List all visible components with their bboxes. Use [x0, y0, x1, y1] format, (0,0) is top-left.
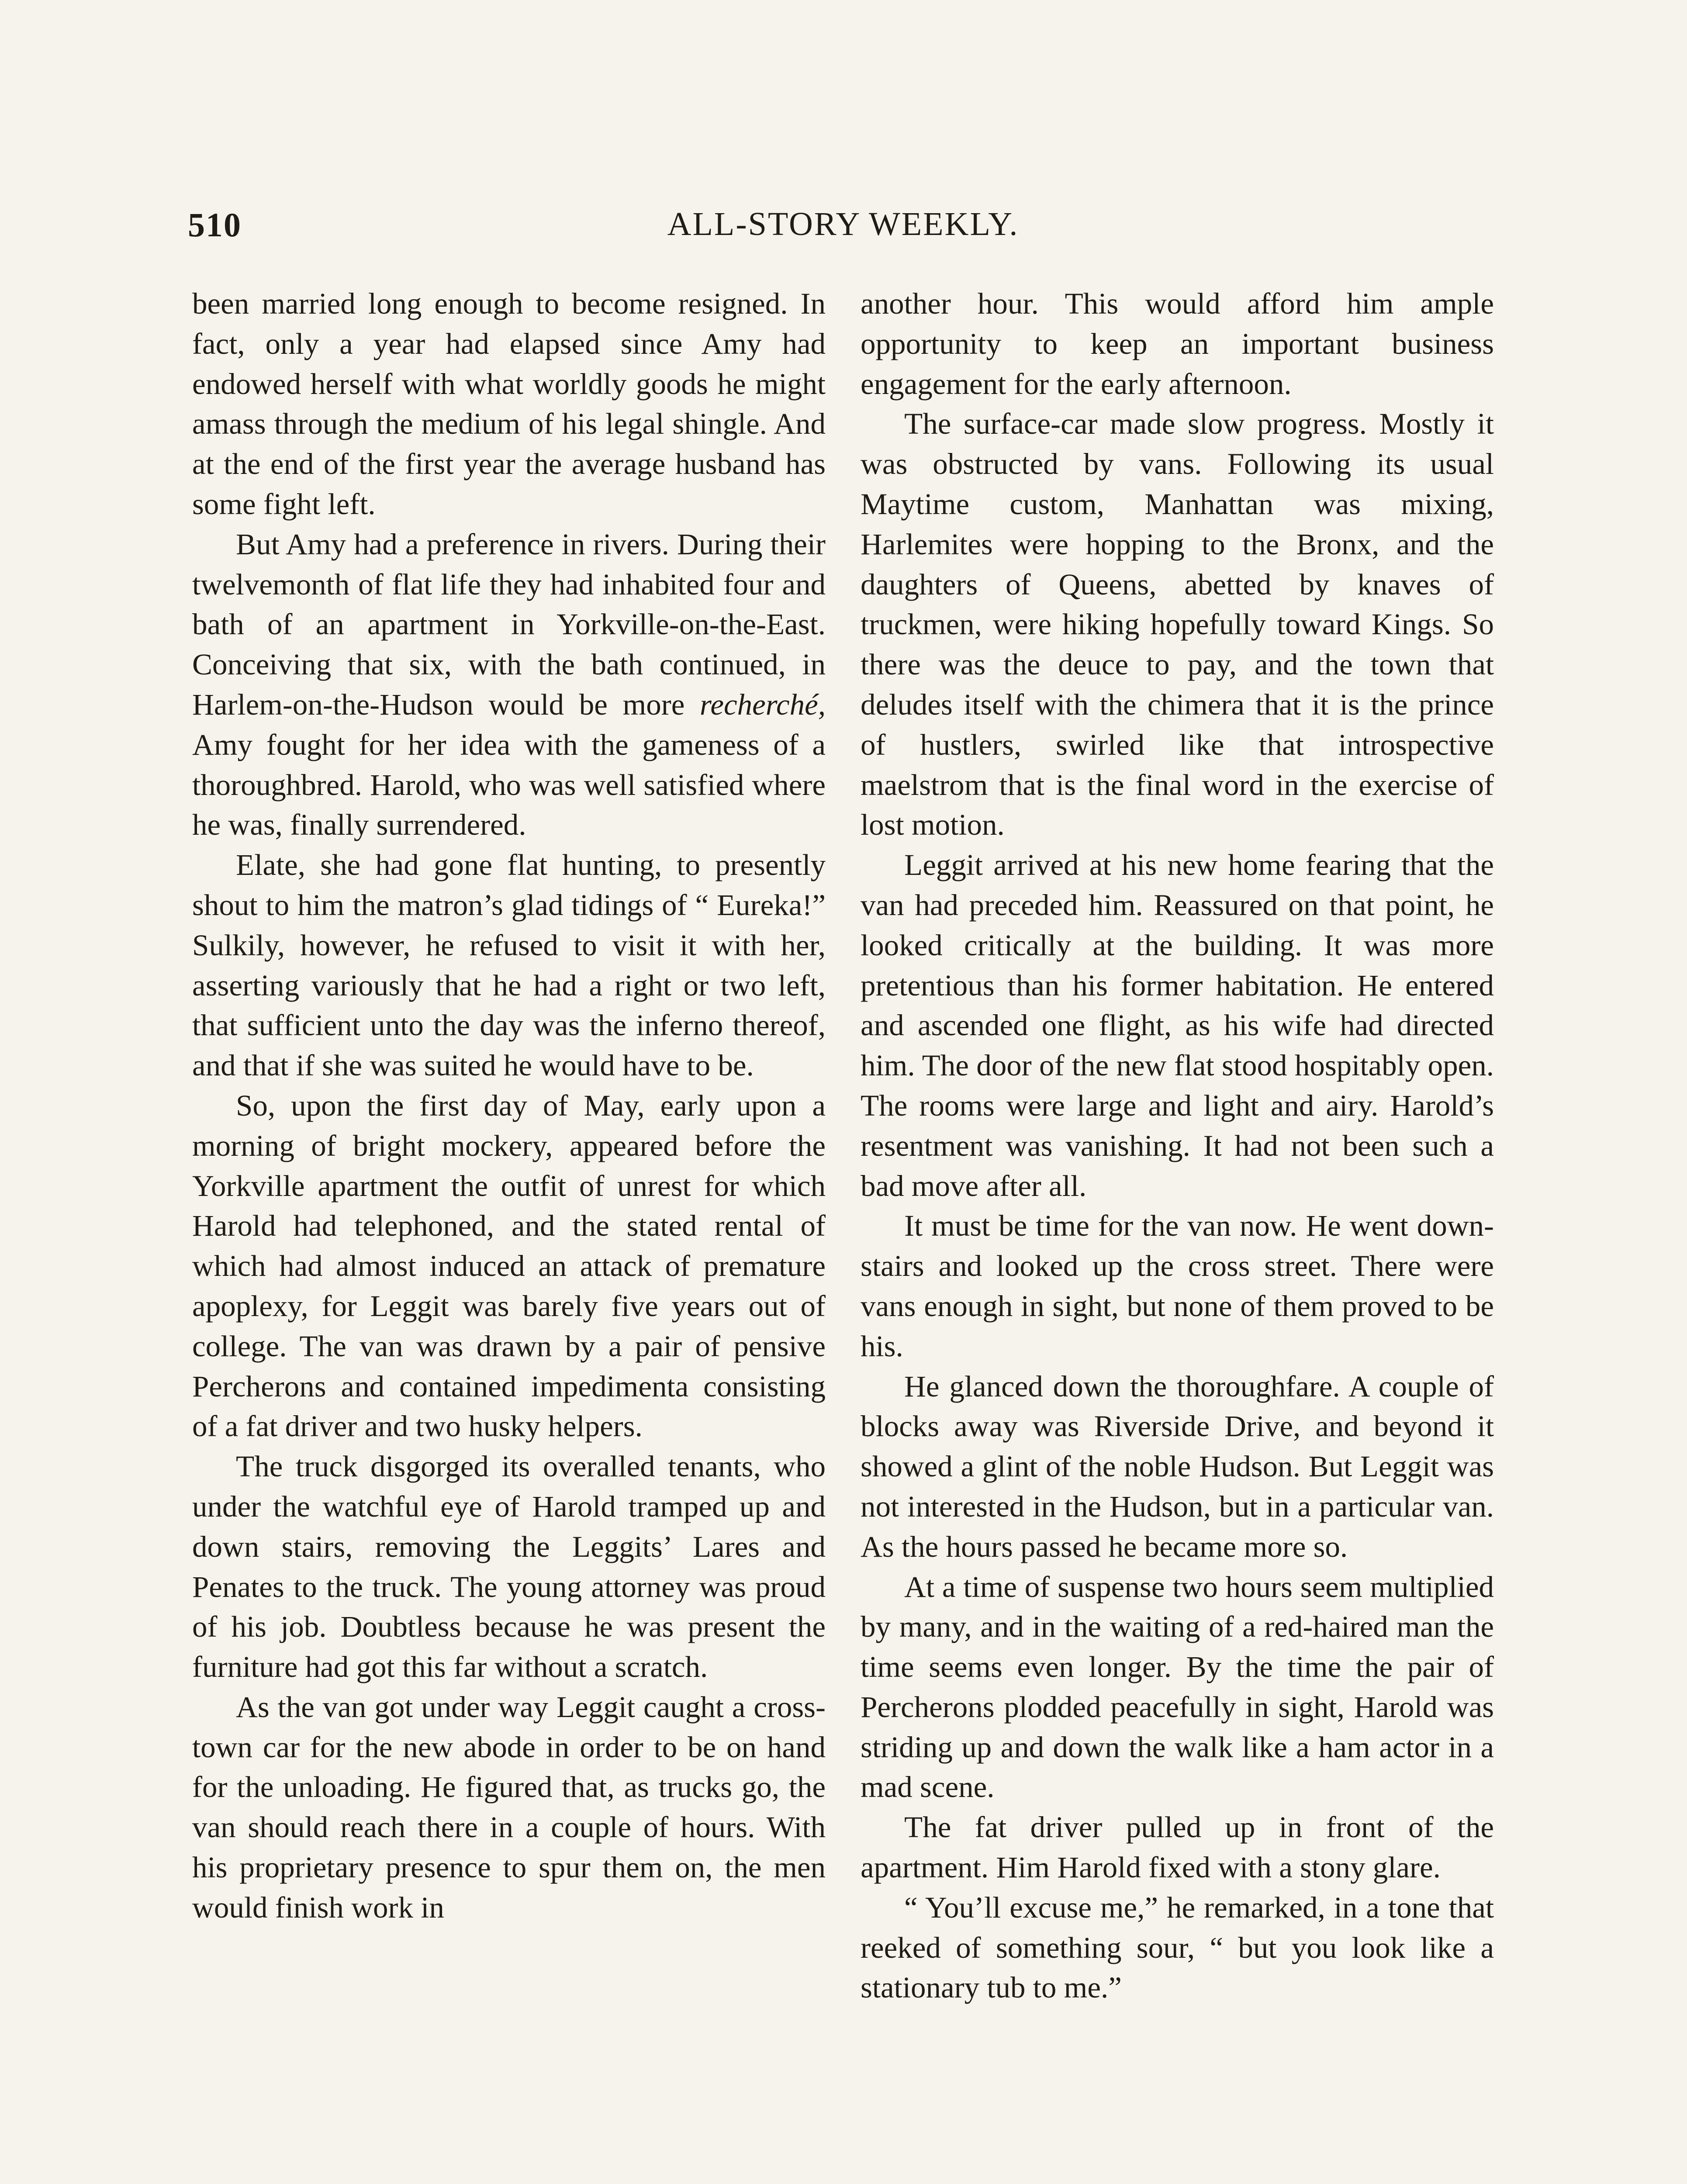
- paragraph: been married long enough to become resigned. In fact, only a year had elapsed since Amy had endowed herself with what worldly goods he might amass through the medium of his legal shingle. And at the end of the first year the average husband has some fight left.: [192, 287, 826, 521]
- paragraph: Leggit arrived at his new home fearing that the van had preceded him. Reassured on that point, he looked critically at the building. It was more pretentious than his former habitation. He entered and ascended one flight, as his wife had directed him. The door of the new flat stood hospitably open. The rooms were large and light and airy. Harold’s resentment was vanishing. It had not been such a bad move after all.: [861, 848, 1494, 1203]
- left-column: [192, 284, 826, 1928]
- italic-word: recherché,: [700, 688, 826, 721]
- paragraph: The surface-car made slow progress. Mostly it was obstructed by vans. Following its usual Maytime custom, Manhattan was mixing, Harlemites were hopping to the Bronx, and the daughters of Queens, abetted by knaves of truckmen, were hiking hopefully toward Kings. So there was the deuce to pay, and the town that deludes itself with the chimera that it is the prince of hustlers, swirled like that introspective maelstrom that is the final word in the exercise of lost motion.: [861, 407, 1494, 842]
- paragraph: At a time of suspense two hours seem multiplied by many, and in the waiting of a red-haired man the time seems even longer. By the time the pair of Percherons plodded peacefully in sight, Harold was striding up and down the walk like a ham actor in a mad scene.: [861, 1570, 1494, 1804]
- paragraph: “ You’ll excuse me,” he remarked, in a tone that reeked of something sour, “ but you look like a stationary tub to me.”: [861, 1890, 1494, 2004]
- paragraph: As the van got under way Leggit caught a cross-town car for the new abode in order to be on hand for the unloading. He figured that, as trucks go, the van should reach there in a couple of hours. With his proprietary presence to spur them on, the men would finish work in: [192, 1690, 826, 1924]
- page-header: [188, 205, 1498, 262]
- paragraph-text: But Amy had a preference in rivers. During their twelvemonth of flat life they had inhabited four and bath of an apartment in Yorkville-on-the-East. Conceiving that six, with the bath continued, in Harlem-on-the-Hudson would be more: [192, 527, 826, 721]
- paragraph: So, upon the first day of May, early upon a morning of bright mockery, appeared before the Yorkville apartment the outfit of unrest for which Harold had telephoned, and the stated rental of which had almost induced an attack of premature apoplexy, for Leggit was barely five years out of college. The van was drawn by a pair of pensive Percherons and contained impedimenta consisting of a fat driver and two husky helpers.: [192, 1089, 826, 1443]
- paragraph: It must be time for the van now. He went down-stairs and looked up the cross street. There were vans enough in sight, but none of them proved to be his.: [861, 1209, 1494, 1363]
- paragraph: The fat driver pulled up in front of the apartment. Him Harold fixed with a stony glare.: [861, 1811, 1494, 1884]
- running-title: ALL-STORY WEEKLY.: [667, 206, 1019, 242]
- paragraph-text: Amy fought for her idea with the gameness of a thoroughbred. Harold, who was well satisfied where he was, finally surrendered.: [192, 728, 826, 842]
- page-number: 510: [188, 206, 242, 244]
- paragraph: He glanced down the thoroughfare. A couple of blocks away was Riverside Drive, and beyond it showed a glint of the noble Hudson. But Leggit was not interested in the Hudson, but in a particular van. As the hours passed he became more so.: [861, 1369, 1494, 1563]
- paragraph: [192, 525, 826, 845]
- paragraph: another hour. This would afford him ample opportunity to keep an important business engagement for the early afternoon.: [861, 287, 1494, 401]
- right-column: [861, 284, 1494, 2008]
- paragraph: The truck disgorged its overalled tenants, who under the watchful eye of Harold tramped up and down stairs, removing the Leggits’ Lares and Penates to the truck. The young attorney was proud of his job. Doubtless because he was present the furniture had got this far without a scratch.: [192, 1450, 826, 1684]
- paragraph: Elate, she had gone flat hunting, to presently shout to him the matron’s glad tidings of “ Eureka!” Sulkily, however, he refused to visit it with her, asserting variously that he had a right or two left, that sufficient unto the day was the inferno thereof, and that if she was suited he would have to be.: [192, 848, 826, 1082]
